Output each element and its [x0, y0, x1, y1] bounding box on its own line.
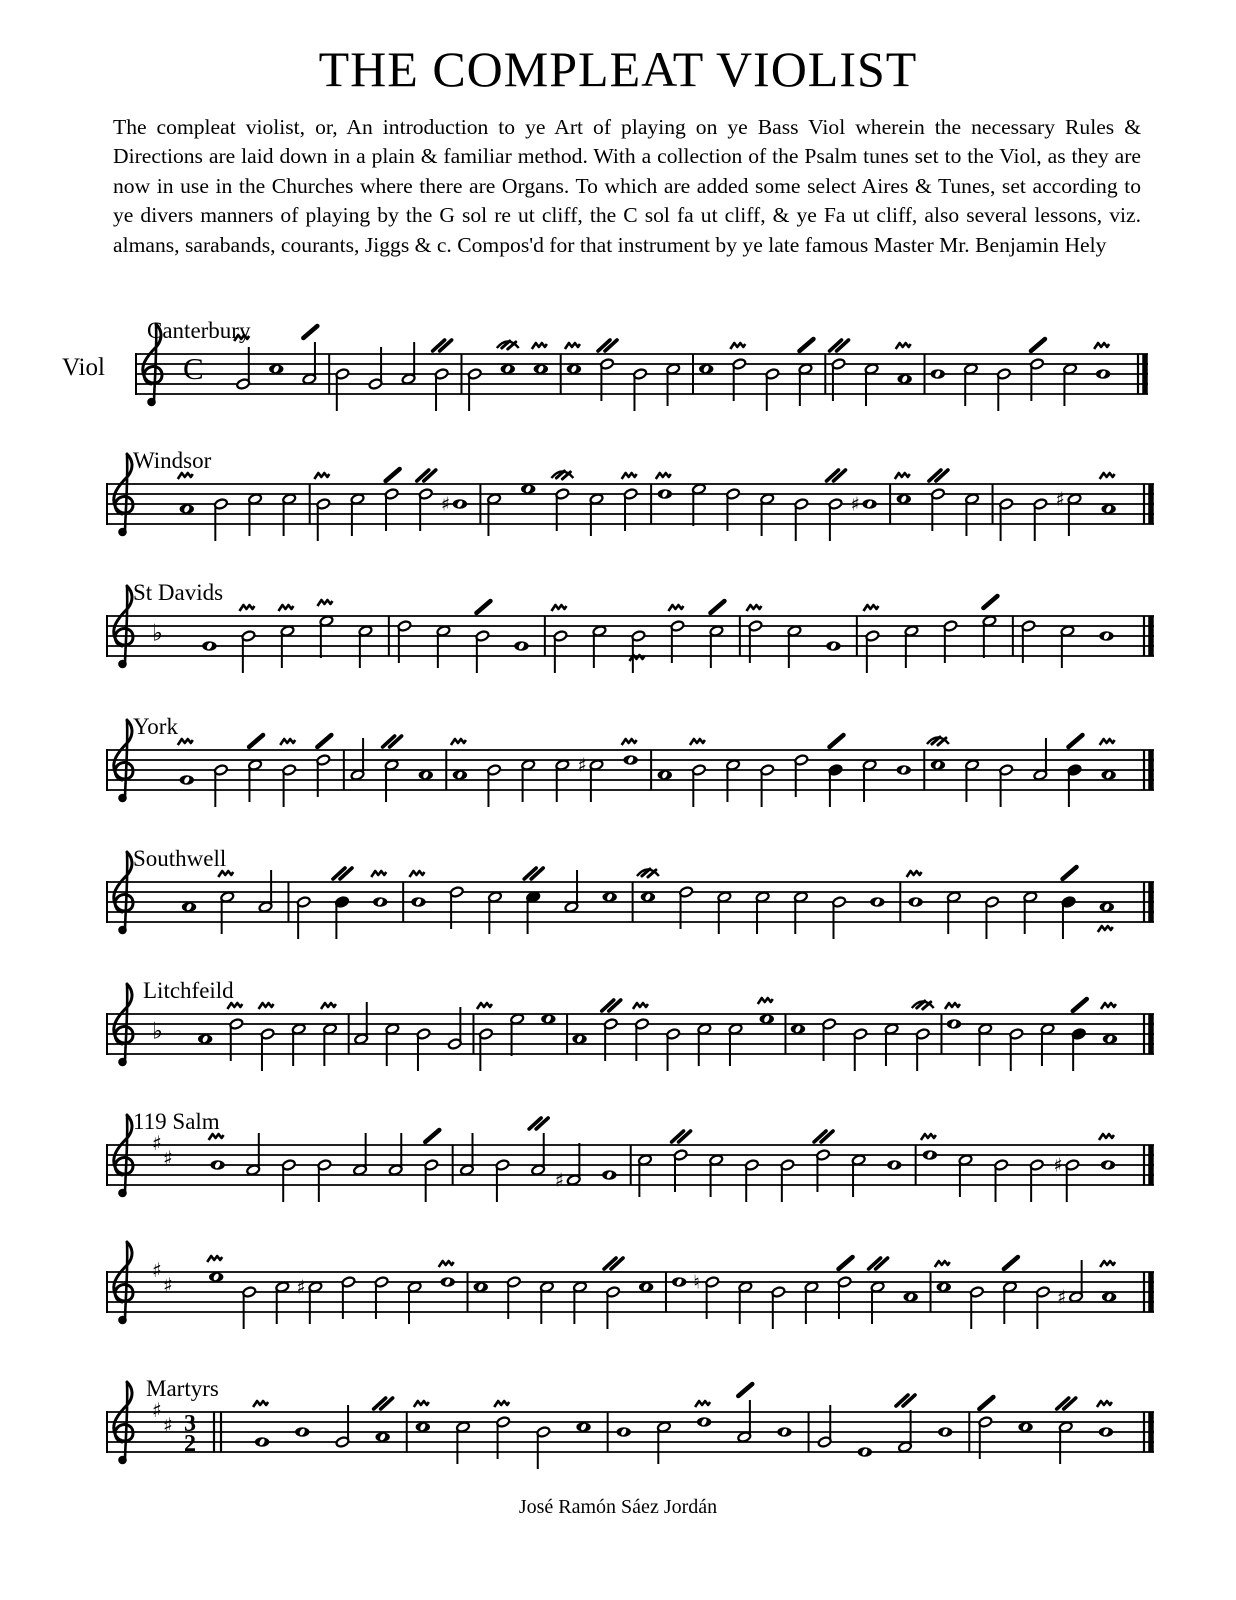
stroke-ornament [1031, 339, 1045, 351]
note-B4 [994, 1159, 1009, 1202]
tune-label: Martyrs [146, 1376, 219, 1401]
note-B4 [780, 1159, 795, 1202]
stroke-ornament [738, 1384, 752, 1396]
note-D5 [929, 470, 948, 531]
trill-ornament [280, 739, 295, 745]
note-A4 [737, 1384, 752, 1443]
stroke-ornament [710, 601, 724, 613]
note-C5 [869, 1258, 888, 1324]
note-D5 [672, 1131, 691, 1192]
note-D5 [439, 1261, 455, 1287]
trill-ornament [532, 343, 547, 349]
trill-ornament [921, 1134, 936, 1140]
stroke-ornament [317, 735, 331, 747]
svg-text:♯: ♯ [163, 1146, 173, 1170]
svg-text:3: 3 [184, 1411, 196, 1437]
svg-text:♯: ♯ [152, 1398, 162, 1422]
double-stroke-ornament [814, 1131, 833, 1142]
double-stroke-ornament [529, 1118, 548, 1129]
note-E5 [207, 1256, 223, 1282]
note-A4 [302, 326, 317, 385]
note-G4 [602, 1170, 616, 1179]
note-D5 [978, 1397, 993, 1459]
note-B4 [997, 368, 1012, 411]
note-C5 [414, 1401, 430, 1432]
sharp-accidental: ♯ [296, 1276, 306, 1299]
note-B4 [1072, 999, 1087, 1071]
tune-label: St Davids [133, 580, 224, 605]
trill-ornament [253, 1401, 268, 1407]
note-B4 [1099, 1134, 1115, 1170]
note-C5 [474, 1282, 488, 1291]
trill-ornament [371, 871, 386, 877]
note-B4 [970, 1286, 985, 1329]
note-A4 [374, 1398, 393, 1442]
trill-ornament [451, 739, 466, 745]
trill-ornament [414, 1401, 429, 1407]
note-D5 [672, 1277, 686, 1286]
note-E5 [758, 998, 774, 1024]
note-B4 [487, 764, 502, 807]
trill-ornament [895, 473, 910, 479]
trill-ornament [633, 1003, 648, 1009]
double-stroke-ornament [672, 1131, 691, 1142]
trill-ornament [178, 739, 193, 745]
note-E5 [317, 600, 333, 658]
note-B4 [536, 1426, 551, 1469]
note-B4 [870, 897, 884, 906]
note-B4 [282, 1159, 297, 1202]
trill-ornament [746, 605, 761, 611]
svg-text:2: 2 [184, 1431, 196, 1457]
page-title: THE COMPLEAT VIOLIST [318, 41, 918, 97]
note-D5 [945, 1003, 961, 1029]
note-D5 [622, 739, 638, 765]
note-C5 [1055, 489, 1081, 537]
time-signature-common: C [183, 351, 204, 386]
note-D5 [633, 1003, 649, 1061]
svg-text:♯: ♯ [163, 1273, 173, 1297]
note-D5 [837, 1257, 852, 1319]
note-B4 [887, 1160, 901, 1169]
note-B4 [295, 1427, 309, 1436]
note-C5 [639, 1282, 653, 1291]
note-D5 [384, 469, 399, 531]
stroke-ornament [303, 326, 317, 338]
double-stroke-ornament [417, 470, 436, 481]
turn-ornament [927, 737, 949, 745]
note-D5 [598, 340, 617, 401]
note-G4 [202, 641, 216, 650]
double-stroke-ornament [826, 470, 845, 481]
note-F4 [896, 1395, 915, 1453]
note-B4 [938, 1427, 952, 1436]
note-B4 [931, 369, 945, 378]
note-B4 [333, 868, 352, 939]
note-B4 [1067, 735, 1082, 807]
note-D5 [227, 1003, 243, 1061]
note-B4 [1099, 631, 1113, 640]
stroke-ornament [983, 596, 997, 608]
note-C5 [1018, 1422, 1032, 1431]
trill-ornament [1100, 739, 1115, 745]
trill-ornament [494, 1401, 509, 1407]
note-E5 [521, 484, 535, 493]
note-G4 [178, 739, 194, 785]
note-D5 [668, 605, 684, 663]
note-B4 [433, 340, 452, 411]
sharp-accidental: ♯ [1053, 1154, 1063, 1177]
svg-text:♭: ♭ [152, 1018, 163, 1045]
sharp-accidental: ♯ [554, 1169, 564, 1192]
note-B4 [317, 1159, 332, 1202]
trill-ornament [1101, 1003, 1116, 1009]
trill-ornament [1100, 1261, 1115, 1267]
note-C5 [532, 343, 548, 374]
stroke-ornament [979, 1397, 993, 1409]
note-D5 [494, 1401, 510, 1459]
note-G4 [514, 641, 528, 650]
trill-ornament [945, 1003, 960, 1009]
sharp-accidental: ♯ [1057, 1286, 1067, 1309]
note-B4 [985, 896, 1000, 939]
note-C5 [576, 1422, 590, 1431]
note-B4 [296, 896, 311, 939]
note-B4 [1009, 1028, 1024, 1071]
note-B4 [416, 1028, 431, 1071]
trill-ornament [317, 600, 332, 606]
turn-ornament [912, 1001, 934, 1009]
note-C5 [1057, 1398, 1076, 1464]
trill-ornament [1100, 473, 1115, 479]
stroke-ornament [839, 1257, 853, 1269]
double-stroke-ornament [1057, 1398, 1076, 1409]
note-B4 [209, 1134, 225, 1170]
note-C5 [798, 339, 813, 406]
note-D5 [551, 471, 573, 531]
note-D5 [656, 473, 672, 499]
note-B4 [495, 1159, 510, 1202]
trill-ornament [935, 1261, 950, 1267]
note-A4 [529, 1118, 548, 1176]
note-B4 [828, 735, 843, 807]
note-D5 [746, 605, 762, 663]
note-C5 [497, 341, 519, 374]
note-B4 [1053, 1155, 1079, 1203]
trill-ornament [730, 343, 745, 349]
trill-ornament [278, 605, 293, 611]
note-G4 [253, 1401, 269, 1447]
note-B4 [1036, 1286, 1051, 1329]
svg-text:♭: ♭ [152, 620, 163, 647]
note-B4 [214, 764, 229, 807]
note-C5 [524, 868, 543, 934]
note-B4 [242, 1286, 257, 1329]
note-G4 [826, 641, 840, 650]
note-B4 [467, 368, 482, 411]
note-C5 [383, 736, 402, 802]
note-B4 [760, 764, 775, 807]
tune-label: York [133, 714, 178, 739]
trill-ornament [207, 1256, 222, 1262]
note-B4 [999, 498, 1014, 541]
note-B4 [633, 368, 648, 411]
trill-ornament [656, 473, 671, 479]
double-stroke-ornament [830, 340, 849, 351]
trill-ornament [695, 1401, 710, 1407]
note-D5 [730, 343, 746, 401]
trill-ornament [863, 605, 878, 611]
sharp-accidental: ♯ [577, 754, 587, 777]
tune-label: Litchfeild [143, 978, 234, 1003]
trill-ornament [690, 739, 705, 745]
trill-ornament [622, 473, 637, 479]
note-C5 [637, 869, 659, 902]
trill-ornament [1097, 1401, 1112, 1407]
note-B4 [1033, 498, 1048, 541]
trill-ornament [1094, 343, 1109, 349]
footer-credit: José Ramón Sáez Jordán [518, 1496, 718, 1518]
trill-ornament [477, 1003, 492, 1009]
note-B4 [912, 1001, 934, 1071]
stroke-ornament [1004, 1257, 1018, 1269]
stroke-ornament [1068, 735, 1082, 747]
svg-text:♯: ♯ [152, 1131, 162, 1155]
stroke-ornament [799, 339, 813, 351]
time-signature-3-2 [184, 1411, 196, 1457]
trill-ornament [439, 1261, 454, 1267]
key-signature-flat [152, 1019, 163, 1045]
note-A4 [1098, 902, 1114, 932]
tune-label: Canterbury [147, 318, 251, 343]
svg-text:♯: ♯ [152, 1258, 162, 1282]
stroke-ornament [1073, 999, 1087, 1011]
note-B4 [409, 871, 425, 907]
trill-ornament [1098, 926, 1113, 932]
stroke-ornament [425, 1130, 439, 1142]
note-E5 [541, 1014, 555, 1023]
stroke-ornament [476, 601, 490, 613]
note-D5 [602, 1000, 621, 1061]
stroke-ornament [829, 735, 843, 747]
note-B4 [1061, 867, 1076, 939]
tune-label: Southwell [133, 846, 227, 871]
trill-ornament [239, 605, 254, 611]
note-D5 [417, 470, 436, 531]
note-D5 [695, 1401, 711, 1427]
note-B4 [424, 1130, 439, 1202]
part-label: Viol [62, 354, 105, 381]
note-C5 [269, 364, 283, 373]
note-B4 [214, 498, 229, 541]
note-B4 [765, 368, 780, 411]
double-stroke-ornament [374, 1398, 393, 1409]
note-B4 [745, 1159, 760, 1202]
trill-ornament [565, 343, 580, 349]
tune-label: Windsor [133, 448, 212, 473]
note-C5 [699, 364, 713, 373]
note-B4 [777, 1427, 791, 1436]
note-B4 [851, 494, 877, 516]
note-A4 [419, 770, 433, 779]
sharp-accidental: ♯ [850, 493, 860, 516]
stroke-ornament [249, 735, 263, 747]
note-B4 [1097, 1401, 1113, 1437]
double-stroke-ornament [896, 1395, 915, 1406]
trill-ornament [551, 605, 566, 611]
double-stroke-ornament [383, 736, 402, 747]
note-B4 [1029, 1159, 1044, 1202]
note-C5 [577, 755, 603, 803]
turn-ornament [637, 869, 659, 877]
note-C5 [1003, 1257, 1018, 1324]
key-signature-flat [152, 621, 163, 647]
note-D5 [814, 1131, 833, 1192]
double-stroke-ornament [869, 1258, 888, 1269]
trill-ornament [259, 1003, 274, 1009]
double-stroke-ornament [524, 868, 543, 879]
double-stroke-ornament [433, 340, 452, 351]
note-C5 [935, 1261, 951, 1292]
trill-ornament [409, 871, 424, 877]
trill-ornament [907, 871, 922, 877]
note-B4 [666, 1028, 681, 1071]
trill-ornament [314, 473, 329, 479]
note-A4 [182, 902, 196, 911]
note-B4 [629, 630, 645, 673]
note-C5 [927, 737, 949, 770]
note-C5 [895, 473, 911, 504]
stroke-ornament [386, 469, 400, 481]
note-B4 [475, 601, 490, 673]
note-C5 [296, 1277, 322, 1325]
note-B4 [1094, 343, 1110, 379]
note-B4 [794, 498, 809, 541]
note-C5 [709, 601, 724, 668]
note-B4 [853, 1028, 868, 1071]
svg-text:♯: ♯ [163, 1413, 173, 1437]
note-B4 [832, 896, 847, 939]
note-D5 [622, 473, 638, 531]
note-A4 [572, 1034, 586, 1043]
note-A4 [198, 1034, 212, 1043]
note-C5 [602, 892, 616, 901]
double-stroke-ornament [333, 868, 352, 879]
double-stroke-ornament [604, 1258, 623, 1269]
note-B4 [441, 494, 467, 516]
note-B4 [907, 871, 923, 907]
trill-ornament [758, 998, 773, 1004]
turn-ornament [551, 471, 573, 479]
note-D5 [830, 340, 849, 401]
note-A4 [658, 770, 672, 779]
tune-label: 119 Salm [133, 1109, 220, 1134]
sharp-accidental: ♯ [1055, 488, 1065, 511]
natural-accidental: ♮ [693, 1271, 701, 1294]
note-B4 [771, 1286, 786, 1329]
note-B4 [897, 765, 911, 774]
note-B4 [826, 470, 845, 541]
note-C5 [248, 735, 263, 802]
double-stroke-ornament [602, 1000, 621, 1011]
stroke-ornament [1063, 867, 1077, 879]
sharp-accidental: ♯ [440, 493, 451, 516]
trill-ornament [1099, 1134, 1114, 1140]
note-C5 [791, 1024, 805, 1033]
double-stroke-ornament [929, 470, 948, 481]
note-E5 [982, 596, 997, 658]
note-D5 [316, 735, 331, 797]
turn-ornament [497, 341, 519, 349]
note-A4 [903, 1292, 917, 1301]
note-B4 [999, 764, 1014, 807]
intro-paragraph: The compleat violist, or, An introduction to ye Art of playing on ye Bass Viol wherein the necessary Rules & Directions are laid down in a plain & familiar method. With a collection of the Psalm tunes set to the Viol, as they are now in use in the Churches where there are Organs. To which are added some select Aires & Tunes, set according to ye divers manners of playing by the G sol re ut cliff, the C sol fa ut cliff, & ye Fa ut cliff, also several lessons, viz. almans, sarabands, courants, Jiggs & c. Compos'd for that instrument by ye late famous Master Mr. Benjamin Hely [113, 115, 1141, 257]
trill-ornament [321, 1003, 336, 1009]
note-D5 [1030, 339, 1045, 401]
note-B4 [335, 368, 350, 411]
double-stroke-ornament [598, 340, 617, 351]
note-B4 [371, 871, 387, 907]
trill-ornament [896, 343, 911, 349]
trill-ornament [668, 605, 683, 611]
note-D5 [921, 1134, 937, 1160]
trill-ornament [622, 739, 637, 745]
note-E4 [858, 1447, 872, 1456]
note-B4 [604, 1258, 623, 1329]
note-B4 [617, 1427, 631, 1436]
note-C5 [565, 343, 581, 374]
